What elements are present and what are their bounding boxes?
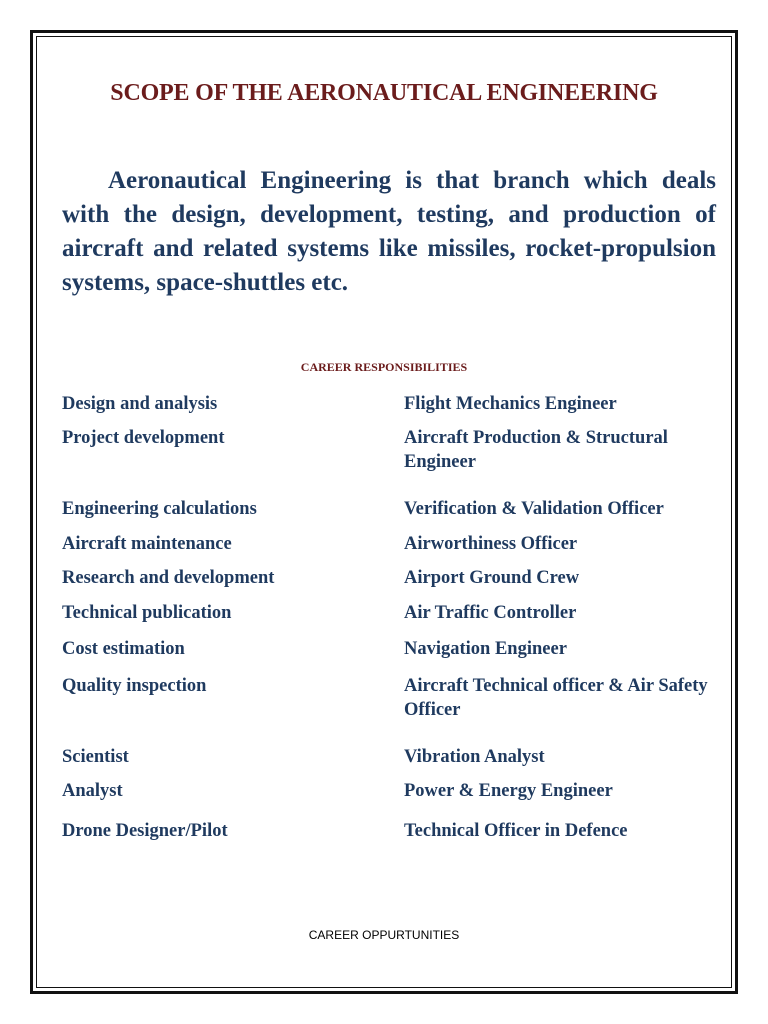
career-opportunities-heading: CAREER OPPURTUNITIES	[308, 928, 460, 942]
intro-paragraph: Aeronautical Engineering is that branch which deals with the design, development, testing, and production of aircraft and related systems like missiles, rocket-propulsion systems, space-shuttles etc.	[62, 167, 716, 296]
responsibility-item: Drone Designer/Pilot	[62, 821, 228, 841]
opportunity-item: Verification & Validation Officer	[404, 499, 664, 519]
page-title: SCOPE OF THE AERONAUTICAL ENGINEERING	[110, 80, 658, 106]
responsibility-item: Project development	[62, 428, 225, 448]
responsibility-item: Quality inspection	[62, 676, 207, 696]
opportunity-item: Air Traffic Controller	[404, 603, 577, 623]
responsibility-item: Research and development	[62, 568, 275, 588]
opportunity-item: Aircraft Production & Structural Engineer	[404, 428, 668, 472]
opportunity-item: Power & Energy Engineer	[404, 781, 613, 801]
opportunity-item: Flight Mechanics Engineer	[404, 394, 617, 414]
responsibility-item: Engineering calculations	[62, 499, 257, 519]
responsibility-item: Analyst	[62, 781, 123, 801]
responsibility-item: Scientist	[62, 747, 129, 767]
responsibility-item: Design and analysis	[62, 394, 218, 414]
responsibility-item: Technical publication	[62, 603, 232, 623]
opportunity-item: Technical Officer in Defence	[404, 821, 628, 841]
career-responsibilities-heading: CAREER RESPONSIBILITIES	[300, 360, 468, 374]
opportunity-item: Aircraft Technical officer & Air Safety Officer	[404, 676, 708, 720]
opportunity-item: Navigation Engineer	[404, 639, 567, 659]
responsibility-item: Aircraft maintenance	[62, 534, 232, 554]
opportunity-item: Airworthiness Officer	[404, 534, 578, 554]
opportunity-item: Airport Ground Crew	[404, 568, 580, 588]
opportunity-item: Vibration Analyst	[404, 747, 545, 767]
responsibility-item: Cost estimation	[62, 639, 185, 659]
